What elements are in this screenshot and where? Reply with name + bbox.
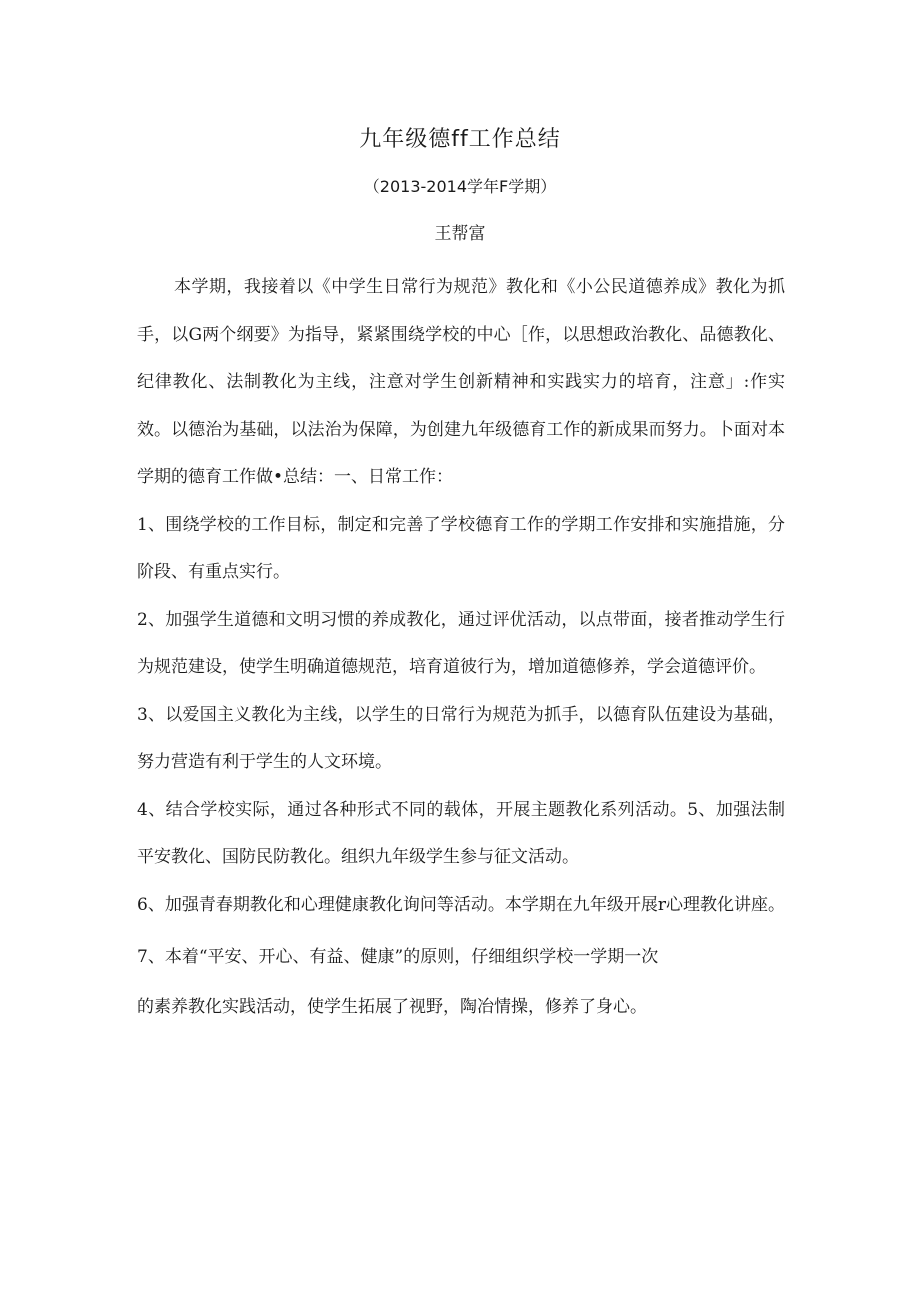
document-title: 九年级德ff工作总结 bbox=[359, 127, 561, 152]
item-paragraph-1: 1、围绕学校的工作目标，制定和完善了学校德育工作的学期工作安排和实施措施，分阶段、有重点实行。 bbox=[137, 514, 785, 582]
document-body bbox=[137, 264, 785, 1029]
document-author: 王帮富 bbox=[434, 224, 486, 244]
item-paragraph-3: 3、以爱国主义教化为主线，以学生的日常行为规范为抓手，以德育队伍建设为基础，努力营造有利于学生的人文环境。 bbox=[137, 704, 785, 772]
intro-paragraph: 本学期，我接着以《中学生日常行为规范》教化和《小公民道德养成》教化为抓手，以G两个纲要》为指导，紧紧围绕学校的中心［作，以思想政治教化、品德教化、纪律教化、法制教化为主线，注意对学生创新精神和实践实力的培育，注意」:作实效。以德治为基础，以法治为保障，为创建九年级德育工作的新成果而努力。卜面对本学期的德育工作做•总结：一、日常工作： bbox=[137, 277, 785, 487]
document-subtitle: （2013-2014学年F学期） bbox=[363, 177, 557, 196]
item-paragraph-7-line-1: 7、本着“平安、开心、有益、健康”的原则，仔细组织学校一学期一次 bbox=[137, 947, 659, 967]
item-paragraph-7-line-2: 的素养教化实践活动，使学生拓展了视野，陶冶情操，修养了身心。 bbox=[137, 997, 647, 1017]
item-paragraph-2: 2、加强学生道德和文明习惯的养成教化，通过评优活动，以点带面，接者推动学生行为规范建设，使学生明确道德规范，培育道彼行为，增加道德修养，学会道德评价。 bbox=[137, 609, 785, 677]
item-paragraph-4: 4、结合学校实际，通过各种形式不同的载体，开展主题教化系列活动。5、加强法制平安教化、国防民防教化。组织九年级学生参与征文活动。 bbox=[137, 799, 785, 867]
item-paragraph-6: 6、加强青春期教化和心理健康教化询问等活动。本学期在九年级开展r心理教化讲座。 bbox=[137, 894, 785, 915]
